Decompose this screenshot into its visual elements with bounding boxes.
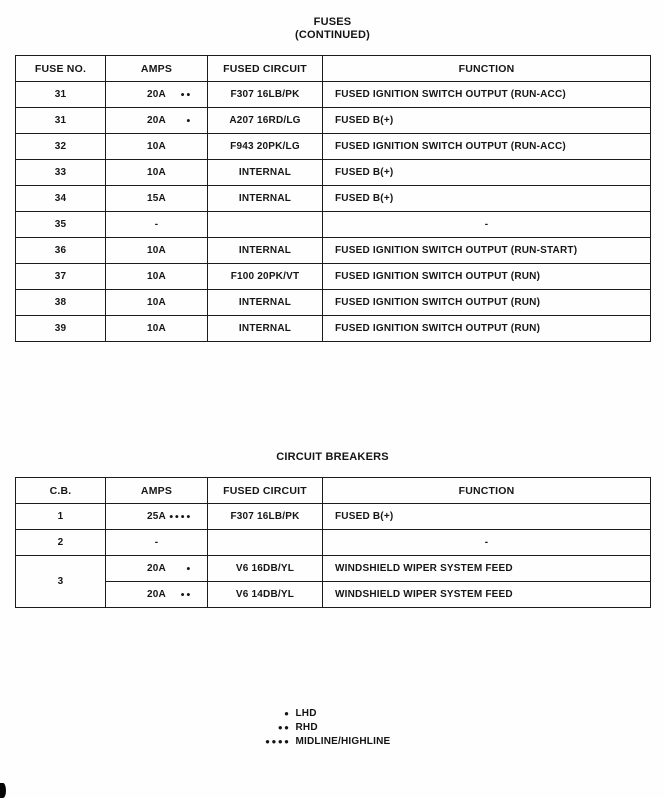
fused-circuit-cell: [208, 530, 323, 556]
page-title-line2: (CONTINUED): [295, 29, 370, 41]
legend: [0, 708, 665, 747]
amps-cell: [106, 504, 208, 530]
fused-circuit-cell: INTERNAL: [208, 186, 323, 212]
table-row: [16, 530, 651, 556]
amps-value: 10A: [147, 271, 166, 282]
page-title: [0, 16, 665, 42]
function-cell: FUSED B(+): [323, 186, 651, 212]
cb-no-cell: 1: [16, 504, 106, 530]
table-row: [16, 82, 651, 108]
table-row: [16, 212, 651, 238]
col-header-cb: C.B.: [16, 478, 106, 504]
col-header-function: FUNCTION: [323, 56, 651, 82]
amps-value: 15A: [147, 193, 166, 204]
fused-circuit-cell: INTERNAL: [208, 238, 323, 264]
fuse-no-cell: 37: [16, 264, 106, 290]
page-title-line1: FUSES: [313, 16, 352, 28]
col-header-amps: AMPS: [106, 56, 208, 82]
fuse-no-cell: 38: [16, 290, 106, 316]
legend-item-lhd: [253, 708, 413, 719]
amps-value: 10A: [147, 245, 166, 256]
variant-dots-icon: ●●: [180, 591, 192, 598]
table-row: [16, 290, 651, 316]
midline-highline-dots-icon: ●●●●: [265, 736, 291, 746]
table-row: [16, 504, 651, 530]
fused-circuit-cell: F943 20PK/LG: [208, 134, 323, 160]
amps-cell: [106, 160, 208, 186]
lhd-dot-icon: ●: [284, 708, 291, 718]
rhd-dots-icon: ●●: [277, 722, 291, 732]
variant-dots-icon: ●: [186, 565, 192, 572]
col-header-fused-circuit: FUSED CIRCUIT: [208, 478, 323, 504]
amps-cell: [106, 108, 208, 134]
function-cell: FUSED IGNITION SWITCH OUTPUT (RUN-START): [323, 238, 651, 264]
function-cell: -: [323, 212, 651, 238]
fused-circuit-cell: [208, 212, 323, 238]
fused-circuit-cell: F307 16LB/PK: [208, 82, 323, 108]
amps-value: 10A: [147, 141, 166, 152]
function-cell: FUSED IGNITION SWITCH OUTPUT (RUN): [323, 264, 651, 290]
fused-circuit-cell: F307 16LB/PK: [208, 504, 323, 530]
fused-circuit-cell: V6 16DB/YL: [208, 556, 323, 582]
legend-item-rhd: [253, 722, 413, 733]
legend-item-midline-highline: [253, 736, 413, 747]
variant-dots-icon: ●●●●: [169, 513, 192, 520]
function-cell: -: [323, 530, 651, 556]
fused-circuit-cell: F100 20PK/VT: [208, 264, 323, 290]
fuse-no-cell: 32: [16, 134, 106, 160]
function-cell: FUSED IGNITION SWITCH OUTPUT (RUN): [323, 290, 651, 316]
amps-value: 20A: [147, 589, 166, 600]
fused-circuit-cell: INTERNAL: [208, 316, 323, 342]
circuit-breakers-table: [15, 477, 651, 608]
table-row: [16, 264, 651, 290]
fused-circuit-cell: V6 14DB/YL: [208, 582, 323, 608]
fuse-no-cell: 31: [16, 108, 106, 134]
function-cell: FUSED IGNITION SWITCH OUTPUT (RUN-ACC): [323, 134, 651, 160]
function-cell: FUSED B(+): [323, 160, 651, 186]
fuse-no-cell: 35: [16, 212, 106, 238]
function-cell: FUSED B(+): [323, 504, 651, 530]
amps-cell: [106, 134, 208, 160]
function-cell: FUSED IGNITION SWITCH OUTPUT (RUN-ACC): [323, 82, 651, 108]
amps-value: 20A: [147, 89, 166, 100]
legend-label: RHD: [295, 722, 318, 733]
legend-label: MIDLINE/HIGHLINE: [295, 736, 391, 747]
col-header-function: FUNCTION: [323, 478, 651, 504]
fused-circuit-cell: A207 16RD/LG: [208, 108, 323, 134]
table-row: [16, 556, 651, 582]
function-cell: FUSED IGNITION SWITCH OUTPUT (RUN): [323, 316, 651, 342]
legend-label: LHD: [295, 708, 317, 719]
table-row: [16, 582, 651, 608]
cb-no-cell: 2: [16, 530, 106, 556]
amps-value: -: [154, 219, 159, 230]
function-cell: WINDSHIELD WIPER SYSTEM FEED: [323, 582, 651, 608]
table-row: [16, 316, 651, 342]
amps-cell: [106, 264, 208, 290]
variant-dots-icon: ●: [186, 117, 192, 124]
function-cell: WINDSHIELD WIPER SYSTEM FEED: [323, 556, 651, 582]
fuse-no-cell: 36: [16, 238, 106, 264]
amps-value: 10A: [147, 323, 166, 334]
fuse-no-cell: 31: [16, 82, 106, 108]
table-row: [16, 238, 651, 264]
fused-circuit-cell: INTERNAL: [208, 160, 323, 186]
scan-artifact-mark: [0, 783, 6, 798]
table-row: [16, 186, 651, 212]
table-row: [16, 160, 651, 186]
amps-value: 20A: [147, 563, 166, 574]
amps-cell: [106, 530, 208, 556]
fuse-no-cell: 33: [16, 160, 106, 186]
amps-value: 10A: [147, 297, 166, 308]
cb-no-cell: 3: [16, 556, 106, 608]
amps-value: -: [154, 537, 159, 548]
amps-cell: [106, 212, 208, 238]
amps-cell: [106, 582, 208, 608]
variant-dots-icon: ●●: [180, 91, 192, 98]
function-cell: FUSED B(+): [323, 108, 651, 134]
col-header-fused-circuit: FUSED CIRCUIT: [208, 56, 323, 82]
amps-cell: [106, 186, 208, 212]
amps-cell: [106, 290, 208, 316]
table-row: [16, 134, 651, 160]
col-header-amps: AMPS: [106, 478, 208, 504]
circuit-breakers-title: CIRCUIT BREAKERS: [276, 451, 389, 463]
amps-value: 20A: [147, 115, 166, 126]
amps-value: 10A: [147, 167, 166, 178]
amps-cell: [106, 316, 208, 342]
amps-cell: [106, 238, 208, 264]
fused-circuit-cell: INTERNAL: [208, 290, 323, 316]
table-header-row: [16, 56, 651, 82]
table-header-row: [16, 478, 651, 504]
table-row: [16, 108, 651, 134]
fuse-no-cell: 34: [16, 186, 106, 212]
amps-cell: [106, 82, 208, 108]
col-header-fuse-no: FUSE NO.: [16, 56, 106, 82]
amps-cell: [106, 556, 208, 582]
amps-value: 25A: [147, 511, 166, 522]
fuse-no-cell: 39: [16, 316, 106, 342]
fuses-table: [15, 55, 651, 342]
